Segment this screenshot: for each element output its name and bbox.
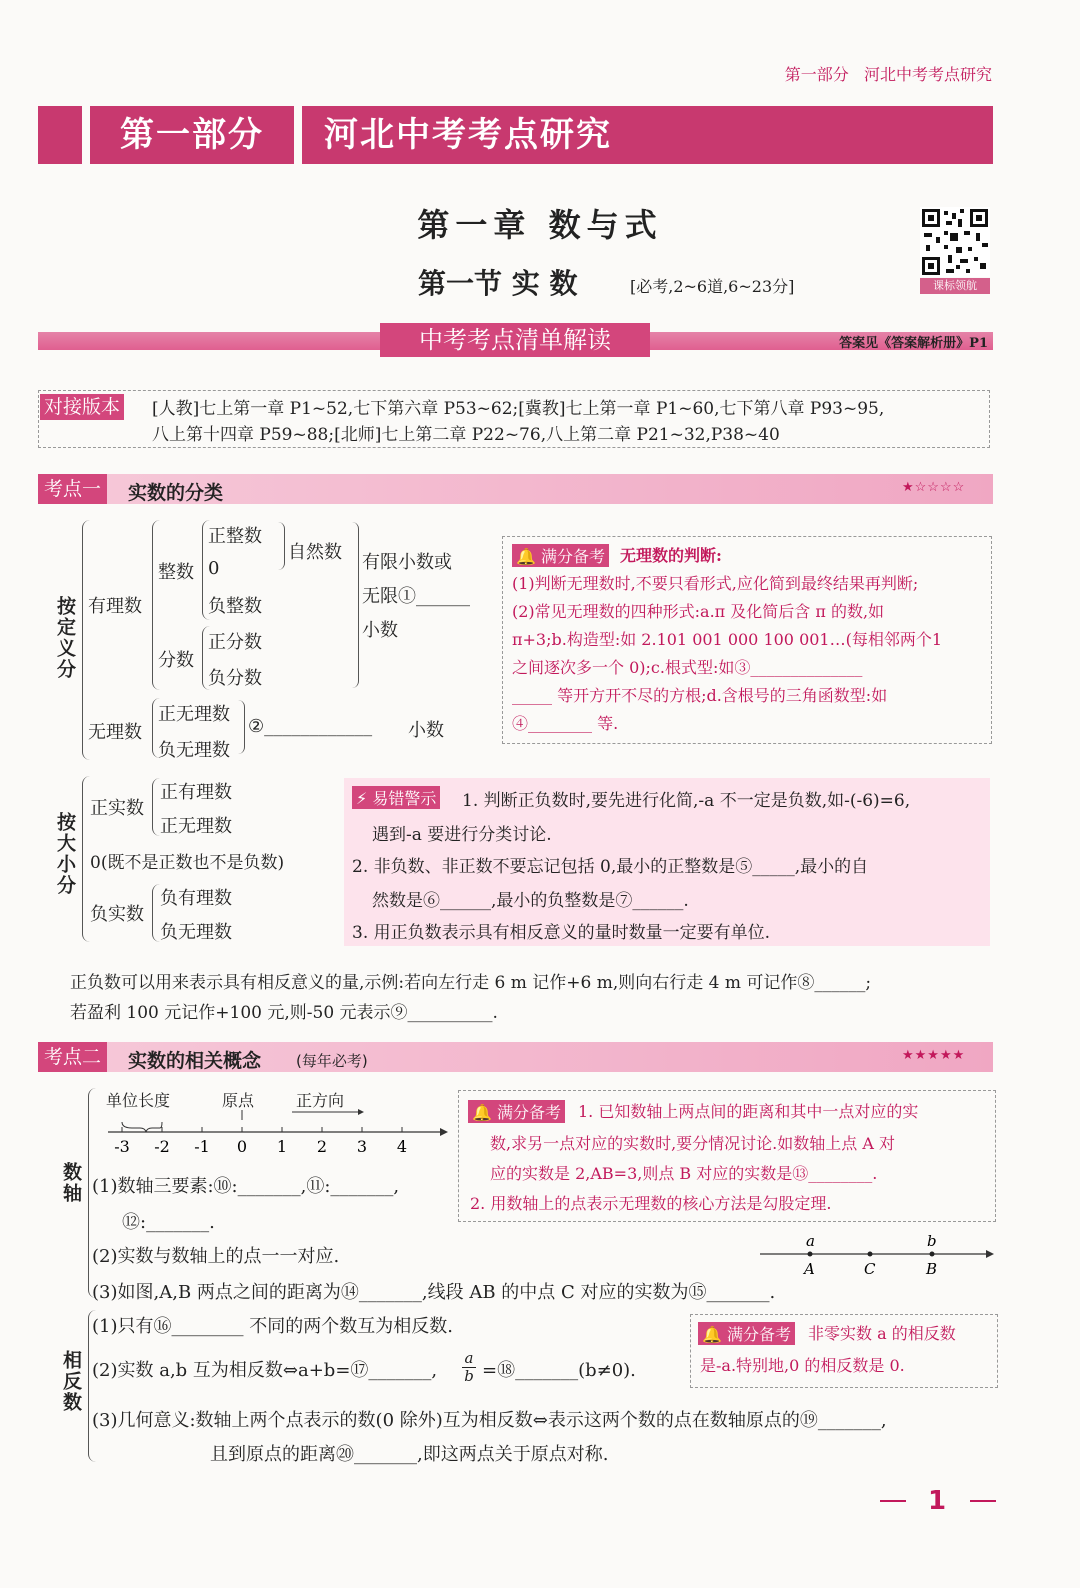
warn-tag-text: 易错警示	[372, 789, 437, 808]
fig-a-label: a	[806, 1232, 815, 1250]
kp1-tip-line: (1)判断无理数时,不要只看形式,应化简到最终结果再判断;	[512, 574, 919, 593]
kp2-tip-line: 2. 用数轴上的点表示无理数的核心方法是勾股定理.	[470, 1194, 832, 1213]
kp2-tip-line: 数,求另一点对应的实数时,要分情况讨论.如数轴上点 A 对	[490, 1134, 895, 1153]
natural-label: 自然数	[288, 542, 342, 563]
ab-figure	[760, 1232, 996, 1278]
pos-frac-label: 正分数	[208, 632, 262, 653]
fig-C-label: C	[864, 1260, 876, 1278]
qr-label: 课标领航	[920, 278, 990, 294]
kp1-tip-line: _____ 等开方开不尽的方根;d.含根号的三角函数型:如	[512, 686, 888, 705]
section-note: [必考,2~6道,6~23分]	[630, 277, 795, 296]
unit-brace	[122, 1122, 162, 1132]
neg-irr-label: 负无理数	[160, 922, 232, 943]
unit-length-label: 单位长度	[106, 1091, 171, 1110]
qr-code-icon[interactable]	[920, 207, 990, 277]
neg-int-label: 负整数	[208, 596, 262, 617]
kp1-tip-tag-text: 满分备考	[541, 547, 606, 566]
opposite-item-2b: =⑱_______(b≠0).	[482, 1360, 636, 1381]
direction-label: 正方向	[296, 1091, 345, 1110]
numberline-item-2: (2)实数与数轴上的点一一对应.	[92, 1246, 340, 1267]
opposite-item-3b: 且到原点的距离⑳_______,即这两点关于原点对称.	[210, 1444, 609, 1465]
rational-right-brace	[352, 522, 359, 688]
warn-line-3: 2. 非负数、非正数不要忘记包括 0,最小的正整数是⑤_____,最小的自	[352, 857, 869, 877]
by-definition-label: 按定义分	[54, 596, 76, 680]
kp2-tip2-tag: 🔔 满分备考	[698, 1322, 795, 1345]
neg-irr-label: 负无理数	[158, 740, 230, 761]
kp2-tip-tag: 🔔 满分备考	[468, 1100, 565, 1123]
page-dash-right	[970, 1500, 996, 1502]
rational-label: 有理数	[88, 596, 142, 617]
fig-b-label: b	[927, 1232, 937, 1250]
pos-irr-label: 正无理数	[158, 704, 230, 725]
finite-c: 小数	[362, 620, 398, 641]
part-banner	[38, 106, 993, 164]
numberline-item-1: (1)数轴三要素:⑩:_______,⑪:_______,	[92, 1176, 400, 1197]
warn-tag: ⚡ 易错警示	[352, 786, 440, 809]
tick-label: 0	[236, 1137, 248, 1156]
version-line-1: [人教]七上第一章 P1~52,七下第六章 P53~62;[冀教]七上第一章 P1~60,七下第八章 P93~95,	[152, 399, 885, 419]
warn-line-5: 3. 用正负数表示具有相反意义的量时数量一定要有单位.	[352, 923, 771, 943]
kp2-tip-line: 1. 已知数轴上两点间的距离和其中一点对应的实	[578, 1102, 919, 1121]
tick-label: 3	[356, 1137, 368, 1156]
kp1-title: 实数的分类	[128, 482, 224, 504]
opposite-item-3: (3)几何意义:数轴上两个点表示的数(0 除外)互为相反数⇔表示这两个数的点在数轴原点的⑲_______,	[92, 1410, 887, 1431]
banner-strip	[38, 106, 82, 164]
tick-label: 4	[396, 1137, 408, 1156]
numberline-item-1b: ⑫:_______.	[122, 1212, 215, 1233]
fig-B-label: B	[926, 1260, 938, 1278]
frac-denominator: b	[464, 1367, 474, 1385]
kp1-tip-line: π+3;b.构造型:如 2.101 001 000 100 001…(每相邻两个1	[512, 630, 943, 649]
point-a-dot	[808, 1252, 813, 1257]
kp1-stars: ★☆☆☆☆	[902, 480, 966, 495]
version-text	[152, 396, 988, 448]
by-size-label: 按大小分	[54, 812, 76, 896]
page-number: 1	[928, 1486, 947, 1516]
section-title: 第一节 实 数	[418, 267, 578, 300]
neg-frac-label: 负分数	[208, 668, 262, 689]
kp1-tip-line: 之间逐次多一个 0);c.根式型:如③______________	[512, 658, 863, 677]
warn-line-4: 然数是⑥______,最小的负整数是⑦______.	[372, 891, 689, 911]
banner-title: 河北中考考点研究	[302, 106, 993, 164]
kp1-tip-line: ④________ 等.	[512, 714, 619, 733]
chapter-title: 第一章 数与式	[417, 206, 663, 244]
kp2-tip2-line-1: 非零实数 a 的相反数	[808, 1324, 956, 1343]
kp2-title: 实数的相关概念	[128, 1050, 262, 1072]
natural-brace	[278, 522, 285, 570]
finite-a: 有限小数或	[362, 552, 452, 573]
frac-numerator: a	[462, 1350, 476, 1368]
kp2-tip-line: 应的实数是 2,AB=3,则点 B 对应的实数是⑬________.	[490, 1164, 878, 1183]
pos-rat-label: 正有理数	[160, 782, 232, 803]
origin-label: 原点	[222, 1091, 255, 1110]
tick-label: 1	[276, 1137, 288, 1156]
kp1-footer-1: 正负数可以用来表示具有相反意义的量,示例:若向左行走 6 m 记作+6 m,则向右行走 4 m 可记作⑧______;	[70, 973, 872, 993]
direction-arrowhead	[358, 1109, 364, 1115]
banner-part: 第一部分	[90, 106, 294, 164]
kp1-tip-tag: 🔔 满分备考	[512, 544, 609, 567]
fraction-a-over-b	[462, 1350, 476, 1385]
decimal-label: 小数	[408, 720, 444, 741]
answer-reference: 答案见《答案解析册》P1	[839, 336, 988, 351]
running-part: 第一部分	[784, 65, 849, 84]
version-tag: 对接版本	[40, 394, 124, 420]
fraction-label: 分数	[158, 650, 194, 671]
tick-group	[114, 1127, 407, 1156]
kp2-tip2-tag-text: 满分备考	[727, 1325, 792, 1344]
version-line-2: 八上第十四章 P59~88;[北师]七上第二章 P22~76,八上第二章 P21~32,P38~40	[152, 425, 780, 445]
pos-real-label: 正实数	[90, 798, 144, 819]
kp1-tag: 考点一	[38, 474, 107, 504]
kp2-tip2-line-2: 是-a.特别地,0 的相反数是 0.	[700, 1356, 905, 1375]
point-c-dot	[868, 1252, 873, 1257]
zero-label: 0	[208, 558, 220, 579]
irrational-right-brace	[238, 700, 245, 754]
numberline-label: 数轴	[60, 1162, 82, 1204]
warn-line-1: 1. 判断正负数时,要先进行化简,-a 不一定是负数,如-(-6)=6,	[462, 791, 911, 811]
opposite-label: 相反数	[60, 1350, 82, 1413]
numberline-item-3: (3)如图,A,B 两点之间的距离为⑭_______,线段 AB 的中点 C 对应的实数为⑮_______.	[92, 1282, 776, 1303]
neg-real-label: 负实数	[90, 904, 144, 925]
irrational-label: 无理数	[88, 722, 142, 743]
kp1-footer-2: 若盈利 100 元记作+100 元,则-50 元表示⑨__________.	[70, 1003, 498, 1023]
running-header	[785, 62, 992, 85]
page-dash-left	[880, 1500, 906, 1502]
section-bar-label: 中考考点清单解读	[380, 323, 650, 357]
tick-label: -1	[194, 1137, 210, 1156]
opposite-item-1: (1)只有⑯________ 不同的两个数互为相反数.	[92, 1316, 453, 1337]
size-pos-irr-label: 正无理数	[160, 816, 232, 837]
fig-A-label: A	[804, 1260, 815, 1278]
axis-arrow-icon	[440, 1128, 448, 1136]
running-title: 河北中考考点研究	[863, 65, 992, 84]
kp1-tip-lines	[512, 570, 984, 738]
kp2-tip-tag-text: 满分备考	[497, 1103, 562, 1122]
warn-line-2: 遇到-a 要进行分类讨论.	[372, 825, 552, 845]
kp2-subtitle: (每年必考)	[296, 1052, 368, 1070]
finite-b: 无限①______	[362, 586, 470, 607]
neg-rat-label: 负有理数	[160, 888, 232, 909]
tick-label: -2	[154, 1137, 170, 1156]
tick-label: 2	[316, 1137, 328, 1156]
zero-note: 0(既不是正数也不是负数)	[90, 853, 285, 873]
kp2-stars: ★★★★★	[902, 1048, 966, 1063]
blank-2: ②____________	[248, 716, 373, 737]
kp2-tag: 考点二	[38, 1042, 107, 1072]
kp1-tip-line: (2)常见无理数的四种形式:a.π 及化简后含 π 的数,如	[512, 602, 885, 621]
integer-label: 整数	[158, 562, 194, 583]
kp1-tip-title: 无理数的判断:	[620, 546, 722, 565]
tick-label: -3	[114, 1137, 130, 1156]
pos-int-label: 正整数	[208, 526, 262, 547]
opposite-item-2a: (2)实数 a,b 互为相反数⇔a+b=⑰_______,	[92, 1360, 438, 1381]
number-line-diagram	[100, 1108, 450, 1160]
ab-arrow-icon	[986, 1250, 994, 1258]
point-b-dot	[930, 1252, 935, 1257]
